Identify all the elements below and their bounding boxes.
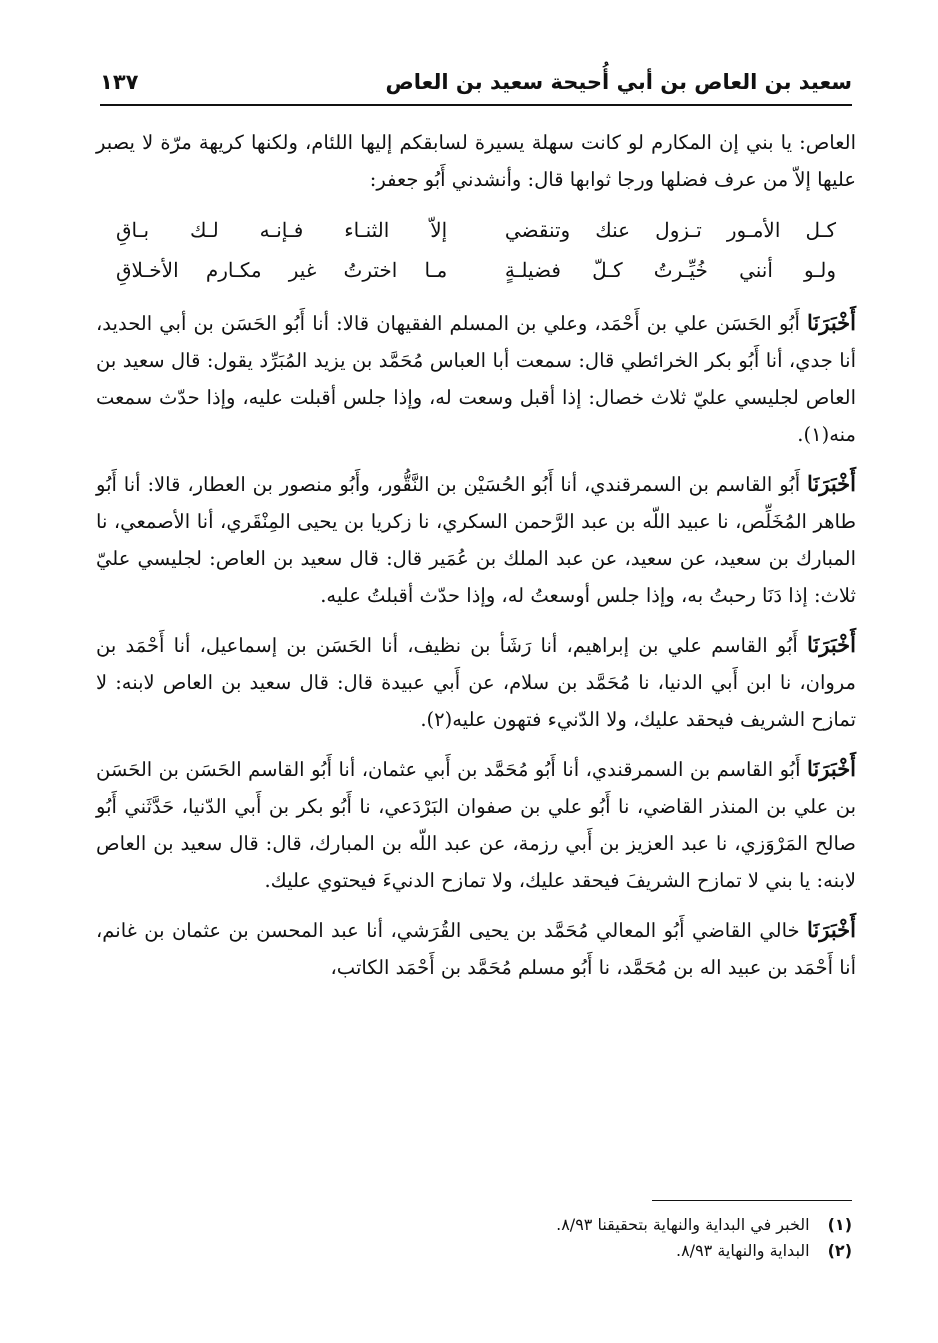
page-body [96,124,856,998]
verse-first-hemistich: ولـو أنني خُيِّـرتُ كـلّ فضيلـةٍ [504,258,836,282]
narration-keyword: أَخْبَرَنَا [807,756,857,781]
narration-keyword: أَخْبَرَنَا [807,471,856,496]
narration-paragraph [96,465,856,614]
narration-text: أَبُو القاسم بن السمرقندي، أنا أَبُو مُحَمَّد بن أَبي عثمان، أنا أَبُو القاسم الحَسَن بن الحَسَن بن علي بن المنذر القاضي، نا أَبُو علي بن صفوان البَرْدَعي، نا أَبُو بكر بن أَبي الدّنيا، حَدَّثَني أَبُو صالح المَرْوَزي، نا عبد العزيز بن أَبي رزمة، عن عبد اللّه بن المبارك، قال: قال سعيد بن العاص لابنه: يا بني لا تمازح الشريفَ فيحقد عليك، ولا تمازح الدنيءَ فيحتوي عليك. [96,758,856,892]
verse-first-hemistich: كـل الأمـور تـزول عنك وتنقضي [504,218,836,242]
footnote-number: (٢) [827,1241,852,1260]
narration-text: خالي القاضي أَبُو المعالي مُحَمَّد بن يحيى القُرَشي، أنا عبد المحسن بن عثمان بن غانم، أنا أَحْمَد بن عبيد اله بن مُحَمَّد، نا أَبُو مسلم مُحَمَّد بن أَحْمَد الكاتب، [96,919,856,979]
footnote-text: البداية والنهاية ٨/٩٣. [675,1241,810,1260]
page-header [100,64,852,100]
footnote-divider [652,1200,852,1201]
narration-paragraph [96,626,856,738]
poem-verse [116,250,836,290]
verse-second-hemistich: إلاّ الثنـاء فـإنـه لـك بـاقِ [116,218,448,242]
footnote-number: (١) [827,1215,852,1234]
header-divider [100,104,852,106]
poem [116,210,836,290]
footnotes [300,1212,852,1264]
opening-paragraph: العاص: يا بني إن المكارم لو كانت سهلة يسيرة لسابقكم إليها اللئام، ولكنها كريهة مرّة لا يصبر عليها إلاّ من عرف فضلها ورجا ثوابها قال: وأنشدني أَبُو جعفر: [96,131,856,191]
verse-second-hemistich: مـا اخترتُ غير مكـارم الأخـلاقِ [116,258,448,282]
page-number: ١٣٧ [100,70,139,94]
running-title: سعيد بن العاص بن أبي أُحيحة سعيد بن العاص [385,70,852,94]
narration-text: أَبُو القاسم بن السمرقندي، أنا أَبُو الحُسَيْن بن النَّقُّور، وأَبُو منصور بن العطار، قالا: أنا أَبُو طاهر المُخَلِّص، نا عبيد اللّه بن عبد الرَّحمن السكري، نا زكريا بن يحيى المِنْقَري، أنا الأصمعي، نا المبارك بن سعيد، عن سعيد، عن عبد الملك بن عُمَير قال: قال سعيد بن العاص: لجليسي عليّ ثلاث: إذا دَنَا رحبتُ به، وإذا جلس أوسعتُ له، وإذا حدّث أقبلتُ عليه. [96,473,856,607]
narration-paragraph [96,911,856,986]
footnote [300,1238,852,1264]
narration-text: أَبُو الحَسَن علي بن أَحْمَد، وعلي بن المسلم الفقيهان قالا: أنا أَبُو الحَسَن بن أبي الحديد، أنا جدي، أنا أَبُو بكر الخرائطي قال: سمعت أبا العباس مُحَمَّد بن يزيد المُبَرِّد يقول: قال سعيد بن العاص لجليسي عليّ ثلاث خصال: إذا أقبل وسعت له، وإذا جلس أقبلت عليه، وإذا حدّث سمعت منه(١). [96,312,856,446]
narration-keyword: أَخْبَرَنَا [807,632,856,657]
narration-text: أَبُو القاسم علي بن إبراهيم، أنا رَشَأ بن نظيف، أنا الحَسَن بن إسماعيل، أنا أَحْمَد بن مروان، نا ابن أَبي الدنيا، نا مُحَمَّد بن سلام، عن أَبي عبيدة قال: قال سعيد بن العاص لابنه: لا تمازح الشريف فيحقد عليك، ولا الدّنيء فتهون عليه(٢). [96,634,856,731]
narration-paragraph [96,750,856,899]
footnote-text: الخبر في البداية والنهاية بتحقيقنا ٨/٩٣. [556,1215,810,1234]
narration-paragraph [96,304,856,453]
footnote [300,1212,852,1238]
narration-keyword: أَخْبَرَنَا [807,310,856,335]
poem-verse [116,210,836,250]
narration-keyword: أَخْبَرَنَا [807,917,856,942]
